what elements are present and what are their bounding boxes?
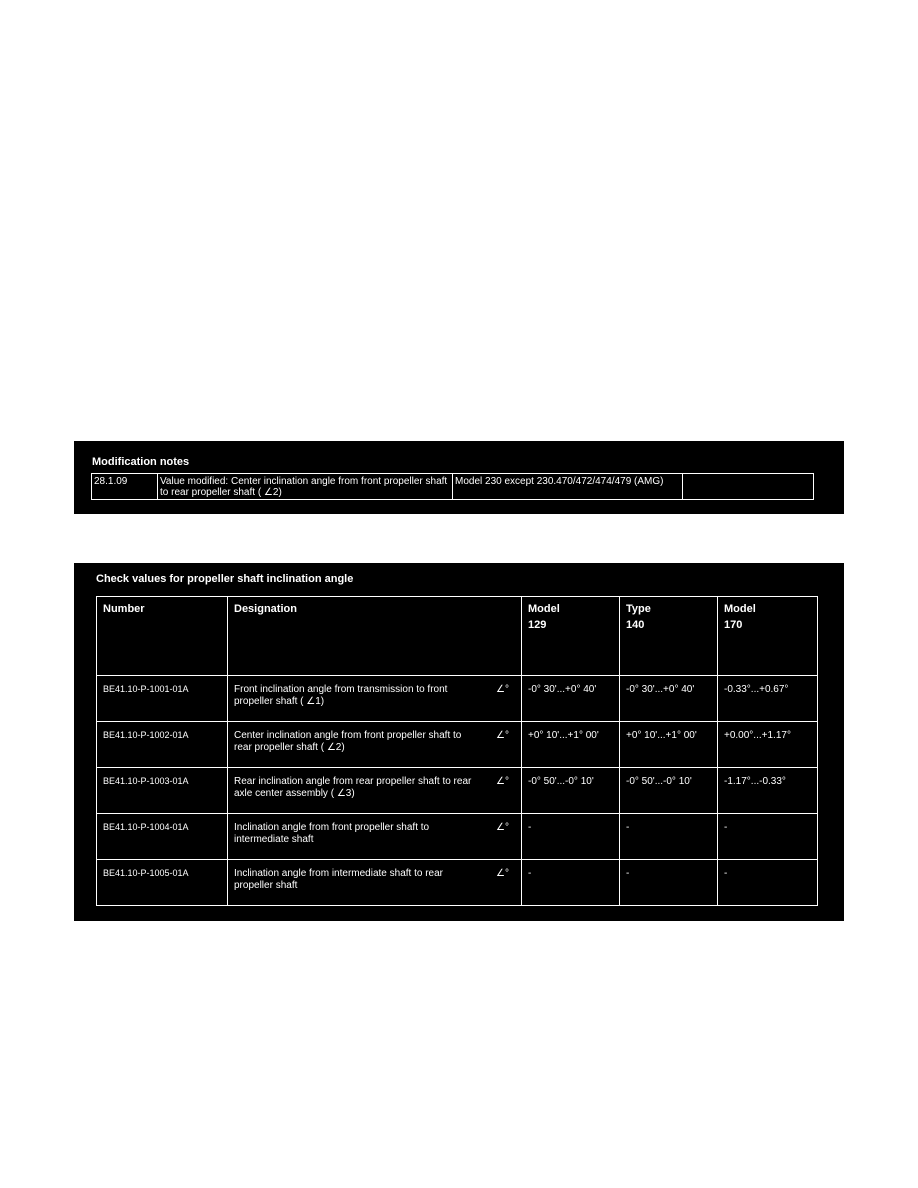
header-label: Model bbox=[724, 603, 756, 615]
designation-text: Front inclination angle from transmission to front propeller shaft ( ∠1) bbox=[234, 684, 448, 707]
header-value: 129 bbox=[528, 619, 547, 631]
row-number: BE41.10-P-1001-01A bbox=[97, 676, 228, 722]
header-model-170 bbox=[718, 597, 818, 676]
designation-text: Inclination angle from front propeller shaft to intermediate shaft bbox=[234, 822, 430, 845]
header-label: Model bbox=[528, 603, 560, 615]
designation-text: Center inclination angle from front propeller shaft to rear propeller shaft ( ∠2) bbox=[234, 730, 462, 753]
designation-text: Inclination angle from intermediate shaft to rear propeller shaft bbox=[234, 868, 443, 891]
header-designation: Designation bbox=[228, 597, 522, 676]
table-row bbox=[97, 722, 818, 768]
row-designation bbox=[228, 722, 522, 768]
value-model-129: -0° 30'...+0° 40' bbox=[522, 676, 620, 722]
check-values-table bbox=[96, 596, 818, 906]
value-model-170: - bbox=[718, 860, 818, 906]
row-number: BE41.10-P-1003-01A bbox=[97, 768, 228, 814]
designation-text: Rear inclination angle from rear propeller shaft to rear axle center assembly ( ∠3) bbox=[234, 776, 472, 799]
angle-icon: ∠° bbox=[496, 730, 509, 741]
value-model-129: -0° 50'...-0° 10' bbox=[522, 768, 620, 814]
table-row bbox=[97, 676, 818, 722]
angle-icon: ∠° bbox=[496, 868, 509, 879]
value-type-140: -0° 30'...+0° 40' bbox=[620, 676, 718, 722]
value-model-129: - bbox=[522, 814, 620, 860]
row-number: BE41.10-P-1005-01A bbox=[97, 860, 228, 906]
header-label: Type bbox=[626, 603, 651, 615]
value-type-140: +0° 10'...+1° 00' bbox=[620, 722, 718, 768]
value-model-129: - bbox=[522, 860, 620, 906]
modification-date: 28.1.09 bbox=[92, 474, 158, 500]
value-model-170: -0.33°...+0.67° bbox=[718, 676, 818, 722]
modification-applies-to: Model 230 except 230.470/472/474/479 (AMG) bbox=[453, 474, 683, 500]
value-model-170: +0.00°...+1.17° bbox=[718, 722, 818, 768]
header-type-140 bbox=[620, 597, 718, 676]
header-number: Number bbox=[97, 597, 228, 676]
angle-icon: ∠° bbox=[496, 776, 509, 787]
row-designation bbox=[228, 768, 522, 814]
table-row bbox=[92, 474, 814, 500]
modification-description: Value modified: Center inclination angle from front propeller shaft to rear propeller shaft ( ∠2) bbox=[158, 474, 453, 500]
header-model-129 bbox=[522, 597, 620, 676]
header-value: 170 bbox=[724, 619, 743, 631]
value-model-129: +0° 10'...+1° 00' bbox=[522, 722, 620, 768]
table-header-row bbox=[97, 597, 818, 676]
table-row bbox=[97, 768, 818, 814]
table-row bbox=[97, 860, 818, 906]
row-designation bbox=[228, 676, 522, 722]
angle-icon: ∠° bbox=[496, 822, 509, 833]
check-values-title: Check values for propeller shaft inclination angle bbox=[96, 573, 354, 585]
value-type-140: - bbox=[620, 860, 718, 906]
table-row bbox=[97, 814, 818, 860]
modification-extra-cell bbox=[683, 474, 814, 500]
modification-notes-title: Modification notes bbox=[92, 456, 190, 468]
value-model-170: - bbox=[718, 814, 818, 860]
row-designation bbox=[228, 860, 522, 906]
check-values-panel bbox=[74, 563, 844, 921]
header-value: 140 bbox=[626, 619, 645, 631]
value-model-170: -1.17°...-0.33° bbox=[718, 768, 818, 814]
angle-icon: ∠° bbox=[496, 684, 509, 695]
row-number: BE41.10-P-1002-01A bbox=[97, 722, 228, 768]
modification-notes-panel bbox=[74, 441, 844, 514]
modification-notes-table bbox=[91, 473, 814, 500]
value-type-140: - bbox=[620, 814, 718, 860]
value-type-140: -0° 50'...-0° 10' bbox=[620, 768, 718, 814]
row-designation bbox=[228, 814, 522, 860]
row-number: BE41.10-P-1004-01A bbox=[97, 814, 228, 860]
